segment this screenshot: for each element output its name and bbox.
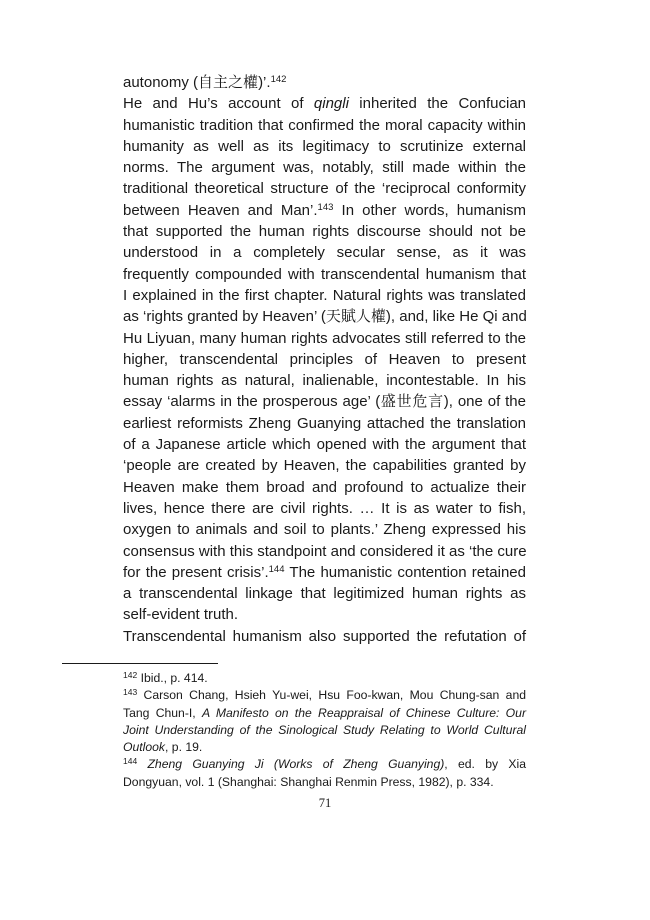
body-text-line: Transcendental humanism also supported the refutation of bbox=[123, 627, 526, 645]
body-text-line: lives, hence there are civil rights. … It is as water to fish, bbox=[123, 499, 526, 517]
footnote-line: $^{142}$ Ibid., p. 414. bbox=[123, 670, 208, 685]
body-text-line: oxygen to animals and soil to plants.’ Zheng expressed his bbox=[123, 521, 526, 539]
body-text-line: as ‘rights granted by Heaven’ (天賦人權), and, like He Qi and bbox=[123, 307, 527, 326]
body-text-line: that supported the human rights discourse should not be bbox=[123, 223, 526, 241]
footnote-line: $^{144}$ Zheng Guanying Ji (Works of Zheng Guanying), ed. by Xia bbox=[123, 756, 526, 772]
footnote-line: Outlook, p. 19. bbox=[123, 740, 203, 755]
body-text-line: Heaven make them broad and profound to actualize their bbox=[123, 478, 526, 496]
body-text-line: higher, transcendental principles of Heaven to present bbox=[123, 350, 526, 368]
body-text-line: for the present crisis’.$^{144}$ The humanistic contention retained bbox=[123, 563, 526, 581]
body-text-line: self-evident truth. bbox=[123, 606, 239, 624]
body-text-line: of a Japanese article which opened with the argument that bbox=[123, 436, 526, 454]
body-text-line: norms. The argument was, notably, still made within the bbox=[123, 159, 526, 177]
body-text bbox=[123, 72, 526, 647]
footnote-line: $^{143}$ Carson Chang, Hsieh Yu-wei, Hsu Foo-kwan, Mou Chung-san and bbox=[123, 687, 526, 703]
footnote-line: Dongyuan, vol. 1 (Shanghai: Shanghai Renmin Press, 1982), p. 334. bbox=[123, 774, 494, 789]
body-text-line: humanistic tradition that confirmed the moral capacity within bbox=[123, 116, 526, 134]
body-text-line: consensus with this standpoint and considered it as ‘the cure bbox=[123, 542, 527, 560]
body-text-line: Hu Liyuan, many human rights advocates still referred to the bbox=[123, 329, 526, 347]
body-text-line: humanity as well as its legitimacy to scrutinize external bbox=[123, 137, 526, 155]
footnote-separator bbox=[62, 663, 218, 664]
body-text-line: traditional theoretical structure of the ‘reciprocal conformity bbox=[123, 180, 526, 198]
footnotes bbox=[123, 670, 526, 791]
body-text-line: I explained in the first chapter. Natural rights was translated bbox=[123, 286, 526, 304]
body-text-line: He and Hu’s account of qingli inherited the Confucian bbox=[123, 95, 526, 113]
footnote-line: Joint Understanding of the Sinological Study Relating to World Cultural bbox=[123, 722, 526, 737]
body-text-line: human rights as natural, inalienable, incontestable. In his bbox=[123, 372, 526, 390]
body-text-line: essay ‘alarms in the prosperous age’ (盛世危言), one of the bbox=[123, 392, 526, 411]
page-number: 71 bbox=[318, 796, 332, 810]
body-text-line: earliest reformists Zheng Guanying attached the translation bbox=[123, 414, 526, 432]
body-text-line: autonomy (自主之權)’.$^{142}$ bbox=[123, 73, 287, 91]
body-text-line: a transcendental linkage that legitimized human rights as bbox=[123, 585, 526, 603]
body-text-line: ‘people are created by Heaven, the capabilities granted by bbox=[123, 457, 526, 475]
body-text-line: between Heaven and Man’.$^{143}$ In other words, humanism bbox=[123, 201, 526, 219]
footnote-line: Tang Chun-I, A Manifesto on the Reappraisal of Chinese Culture: Our bbox=[123, 705, 526, 720]
body-text-line: frequently compounded with transcendental humanism that bbox=[123, 265, 526, 283]
body-text-line: understood in a completely secular sense, as it was bbox=[123, 244, 526, 262]
